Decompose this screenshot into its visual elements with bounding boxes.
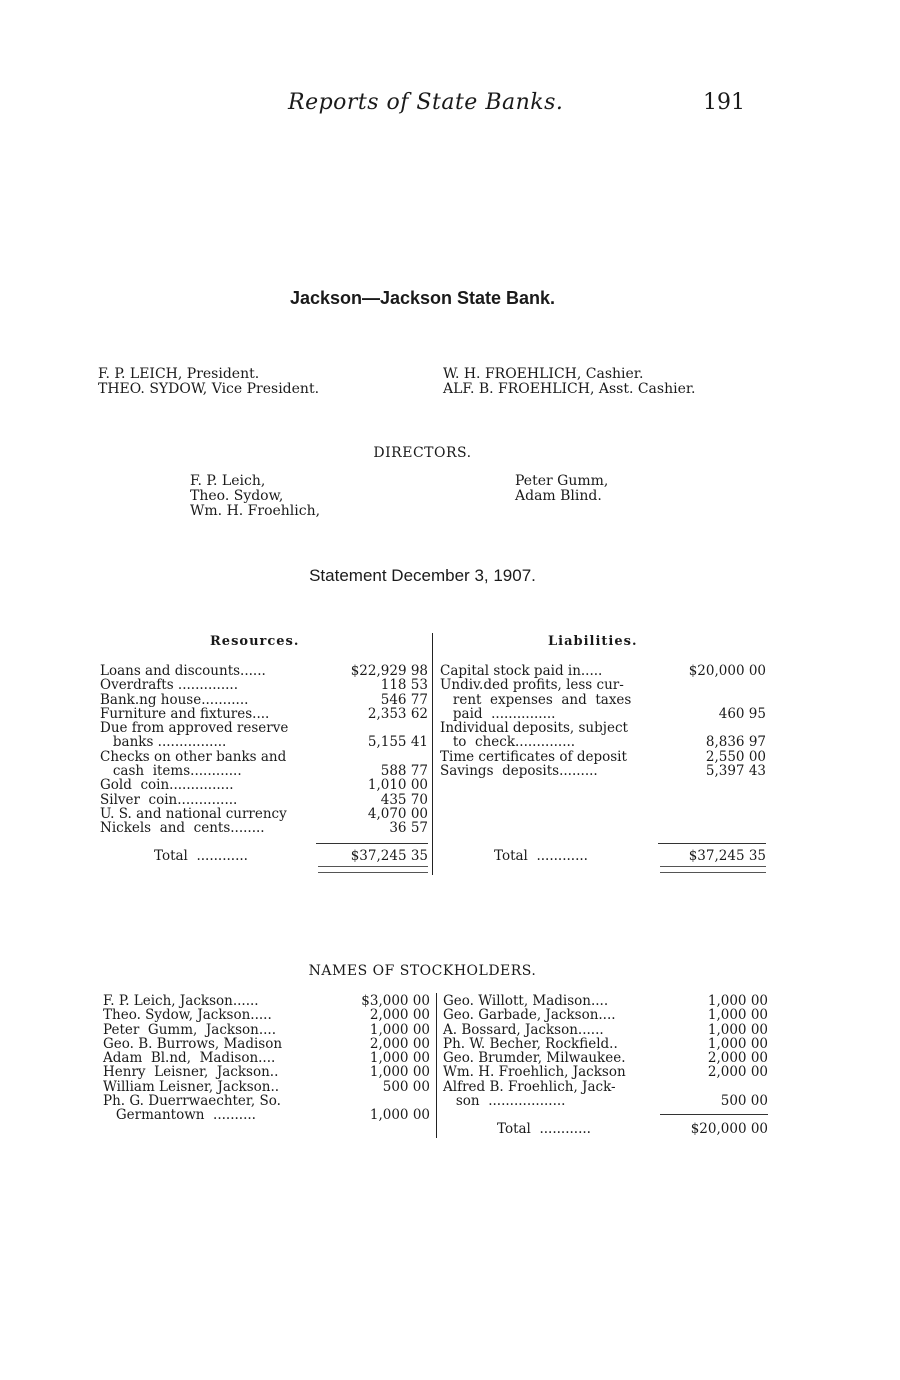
director-name: Wm. H. Froehlich, [190, 503, 321, 519]
table-row: Adam Bl.nd, Madison.... 1,000 00 [103, 1050, 430, 1067]
table-row: Germantown .......... 1,000 00 [103, 1107, 430, 1124]
director-name: F. P. Leich, [190, 473, 266, 489]
table-row: Peter Gumm, Jackson.... 1,000 00 [103, 1021, 430, 1038]
total-rule [658, 843, 766, 844]
column-divider [432, 633, 433, 875]
table-row: Silver coin.............. 435 70 [100, 791, 428, 808]
table-row: paid ............... 460 95 [440, 705, 766, 722]
table-row: Ph. G. Duerrwaechter, So. [103, 1093, 281, 1110]
statement-title: Statement December 3, 1907. [309, 566, 536, 585]
column-divider [436, 993, 437, 1138]
stockholders-left [103, 994, 430, 1123]
stockholders-heading: NAMES OF STOCKHOLDERS. [308, 963, 537, 979]
liabilities-table [440, 664, 766, 778]
table-row: William Leisner, Jackson.. 500 00 [103, 1078, 430, 1095]
table-row: Individual deposits, subject [440, 720, 628, 737]
officers-left [98, 367, 319, 397]
officer-vice-president: THEO. SYDOW, Vice President. [98, 381, 320, 397]
table-row: Henry Leisner, Jackson.. 1,000 00 [103, 1064, 430, 1081]
table-row: rent expenses and taxes [440, 691, 632, 708]
table-row: Overdrafts .............. 118 53 [100, 677, 428, 694]
table-row: Gold coin............... 1,010 00 [100, 777, 428, 794]
liabilities-total [440, 849, 766, 863]
table-row: Furniture and fixtures.... 2,353 62 [100, 705, 428, 722]
directors-left [190, 474, 320, 519]
bank-title: Jackson—Jackson State Bank. [289, 288, 556, 308]
table-row: Bank.ng house........... 546 77 [100, 691, 428, 708]
table-row: Due from approved reserve [100, 720, 289, 737]
table-row: Loans and discounts...... $22,929 98 [100, 663, 428, 679]
table-row: Theo. Sydow, Jackson..... 2,000 00 [103, 1007, 430, 1024]
officer-asst-cashier: ALF. B. FROEHLICH, Asst. Cashier. [443, 381, 696, 397]
table-row: Geo. Brumder, Milwaukee. 2,000 00 [443, 1050, 768, 1067]
directors-heading: DIRECTORS. [373, 445, 472, 461]
directors-right [515, 474, 608, 504]
table-row: A. Bossard, Jackson...... 1,000 00 [443, 1021, 768, 1038]
liabilities-heading: Liabilities. [548, 634, 638, 649]
total-row: Total ............ $37,245 35 [154, 848, 428, 864]
table-row: Geo. B. Burrows, Madison 2,000 00 [103, 1035, 430, 1052]
resources-total [100, 849, 428, 863]
stockholders-right [443, 994, 768, 1108]
table-row: Time certificates of deposit 2,550 00 [440, 748, 766, 765]
total-rule [316, 843, 428, 844]
stockholders-total [443, 1122, 768, 1136]
double-rule [318, 866, 428, 873]
table-row: Checks on other banks and [100, 748, 287, 765]
resources-heading: Resources. [210, 634, 300, 649]
table-row: Nickels and cents........ 36 57 [100, 820, 428, 837]
page-number: 191 [703, 90, 745, 115]
table-row: banks ................ 5,155 41 [100, 734, 428, 751]
table-row: Geo. Willott, Madison.... 1,000 00 [443, 993, 768, 1009]
total-row: Total ............ $20,000 00 [497, 1121, 768, 1137]
table-row: F. P. Leich, Jackson...... $3,000 00 [103, 993, 430, 1009]
director-name: Theo. Sydow, [190, 488, 284, 504]
table-row: to check.............. 8,836 97 [440, 734, 766, 751]
officer-president: F. P. LEICH, President. [98, 366, 260, 382]
officer-cashier: W. H. FROEHLICH, Cashier. [443, 366, 644, 382]
table-row: U. S. and national currency 4,070 00 [100, 805, 428, 822]
director-name: Adam Blind. [515, 488, 602, 504]
running-header-title: Reports of State Banks. [288, 90, 564, 115]
table-row: Capital stock paid in..... $20,000 00 [440, 663, 766, 679]
total-row: Total ............ $37,245 35 [494, 848, 766, 864]
table-row: Alfred B. Froehlich, Jack- [443, 1078, 616, 1095]
table-row: Undiv.ded profits, less cur- [440, 677, 624, 694]
total-rule [660, 1114, 768, 1115]
table-row: Savings deposits......... 5,397 43 [440, 763, 766, 780]
officers-right [443, 367, 695, 397]
table-row: Geo. Garbade, Jackson.... 1,000 00 [443, 1007, 768, 1024]
director-name: Peter Gumm, [515, 473, 609, 489]
table-row: son .................. 500 00 [443, 1093, 768, 1110]
table-row: cash items............ 588 77 [100, 763, 428, 780]
double-rule [660, 866, 766, 873]
table-row: Wm. H. Froehlich, Jackson 2,000 00 [443, 1064, 768, 1081]
resources-table [100, 664, 428, 836]
table-row: Ph. W. Becher, Rockfield.. 1,000 00 [443, 1035, 768, 1052]
